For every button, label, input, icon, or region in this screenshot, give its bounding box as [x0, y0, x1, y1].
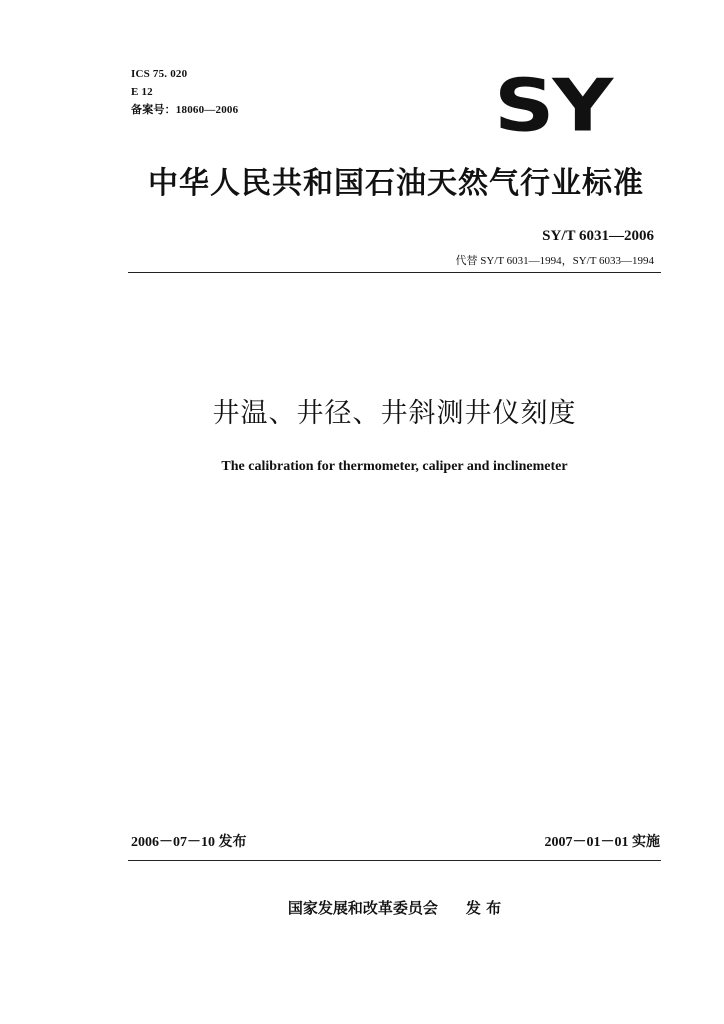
classification-code: E 12: [131, 86, 153, 98]
publisher-name: 国家发展和改革委员会: [287, 899, 438, 917]
footer-divider: [128, 860, 661, 861]
issue-date: 2006－07－10 发布: [131, 835, 247, 850]
document-title-english: The calibration for thermometer, caliper and inclinemeter: [221, 459, 568, 474]
record-number: 备案号：18060—2006: [131, 104, 239, 116]
replaces-note: 代替 SY/T 6031—1994，SY/T 6033—1994: [455, 255, 654, 267]
sy-logo: SY: [494, 63, 612, 148]
standard-number: SY/T 6031—2006: [542, 228, 654, 244]
publish-action: 发 布: [465, 899, 502, 917]
publisher-line: [128, 898, 661, 918]
header-divider: [128, 272, 661, 273]
implementation-date: 2007－01－01 实施: [544, 835, 660, 850]
standard-title: 中华人民共和国石油天然气行业标准: [148, 166, 644, 201]
ics-code: ICS 75. 020: [131, 68, 188, 80]
document-title-chinese: 井温、井径、井斜测井仪刻度: [212, 398, 577, 429]
